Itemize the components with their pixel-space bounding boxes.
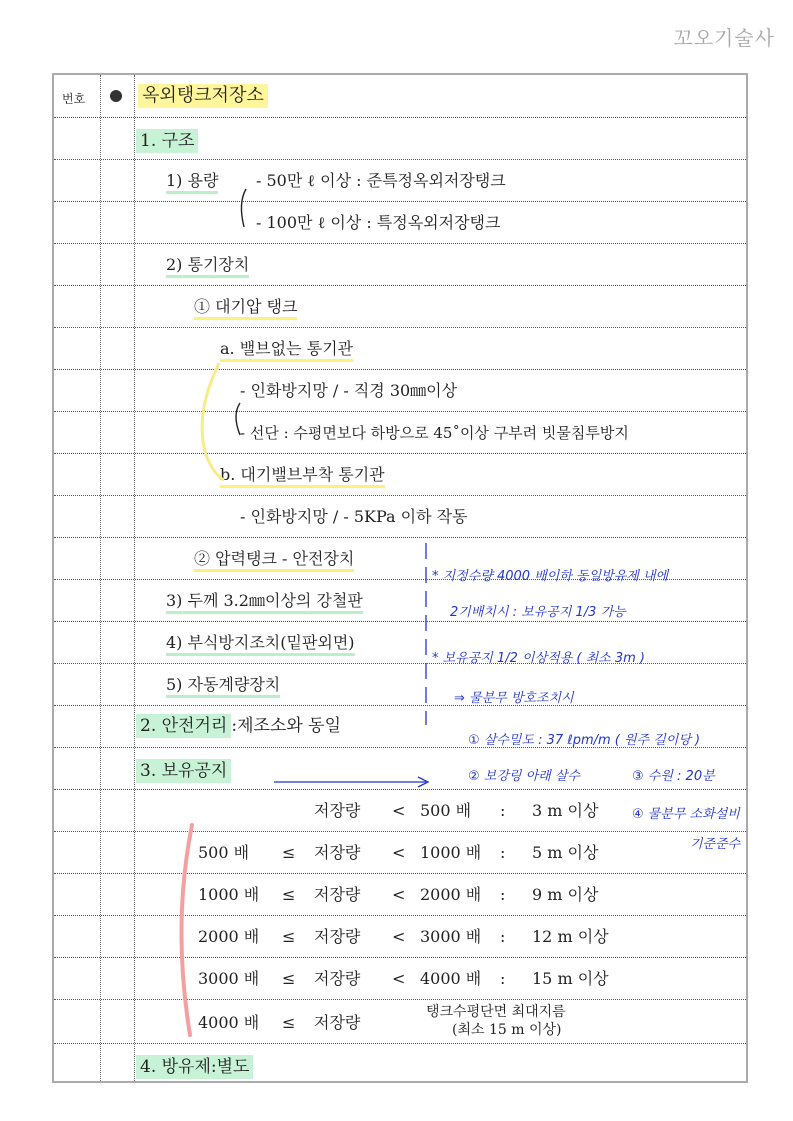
corrosion-label: 4) 부식방지조치(밑판외면)	[166, 633, 355, 656]
le-sign: ≤	[282, 1013, 296, 1032]
note-sheet	[52, 73, 748, 1083]
handwritten-note: * 지정수량 4000 배이하 동일방유제 내에	[432, 569, 669, 584]
pressure-tank-label: ② 압력탱크 - 안전장치	[194, 549, 354, 572]
section-2-title: 2. 안전거리 :제조소와 동일	[136, 716, 341, 736]
colon: :	[500, 801, 506, 820]
yellow-bracket	[202, 363, 224, 480]
storage-label: 저장량	[314, 801, 361, 820]
colon: :	[500, 885, 506, 904]
valve-vent-line-1: - 인화방지망 / - 5KPa 이하 작동	[240, 507, 468, 526]
upper-bound: 500 배	[420, 801, 472, 820]
distance-value: 12 m 이상	[532, 927, 609, 946]
lt-sign: <	[392, 843, 406, 862]
lt-sign: <	[392, 969, 406, 988]
auto-gauge-label: 5) 자동계량장치	[166, 675, 280, 698]
handwritten-note: * 보유공지 1/2 이상적용 ( 최소 3m )	[432, 651, 646, 666]
section-3-title: 3. 보유공지	[136, 759, 231, 783]
valveless-bracket	[236, 403, 240, 435]
distance-value: 9 m 이상	[532, 885, 599, 904]
upper-bound: 4000 배	[420, 969, 482, 988]
le-sign: ≤	[282, 927, 296, 946]
upper-bound: 1000 배	[420, 843, 482, 862]
section-4-title: 4. 방유제:별도	[136, 1055, 253, 1079]
steel-plate-label: 3) 두께 3.2㎜이상의 강철판	[166, 591, 363, 614]
handwritten-note: ⇒ 물분무 방호조치시	[454, 691, 574, 706]
lower-bound: 500 배	[198, 843, 250, 862]
vent-label: 2) 통기장치	[166, 255, 249, 278]
handwritten-note: ③ 수원 : 20분	[632, 769, 715, 784]
red-bracket	[181, 825, 192, 1035]
handwritten-note: ② 보강링 아래 살수	[468, 769, 580, 784]
storage-label: 저장량	[314, 885, 361, 904]
diameter-note-1: 탱크수평단면 최대지름	[426, 1004, 566, 1020]
lower-bound: 4000 배	[198, 1013, 260, 1032]
brand-logo-text: 꼬오기술사	[673, 26, 775, 50]
lower-bound: 3000 배	[198, 969, 260, 988]
handwritten-note: 기준준수	[690, 837, 741, 852]
le-sign: ≤	[282, 885, 296, 904]
storage-label: 저장량	[314, 927, 361, 946]
capacity-line-1: - 50만 ℓ 이상 : 준특정옥외저장탱크	[256, 171, 506, 190]
storage-label: 저장량	[314, 843, 361, 862]
section-1-title: 1. 구조	[136, 129, 198, 153]
handwritten-note: 2기배치시 : 보유공지 1/3 가능	[450, 605, 626, 620]
upper-bound: 2000 배	[420, 885, 482, 904]
le-sign: ≤	[282, 843, 296, 862]
lt-sign: <	[392, 927, 406, 946]
distance-value: 5 m 이상	[532, 843, 599, 862]
storage-label: 저장량	[314, 969, 361, 988]
lower-bound: 1000 배	[198, 885, 260, 904]
le-sign: ≤	[282, 969, 296, 988]
valveless-line-1: - 인화방지망 / - 직경 30㎜이상	[240, 381, 458, 400]
colon: :	[500, 969, 506, 988]
capacity-label: 1) 용량	[166, 171, 218, 194]
valveless-line-2: - 선단 : 수평면보다 하방으로 45˚이상 구부려 빗물침투방지	[240, 424, 629, 442]
handwritten-note: ④ 물분무 소화설비	[632, 807, 740, 822]
lower-bound: 2000 배	[198, 927, 260, 946]
distance-value: 3 m 이상	[532, 801, 599, 820]
capacity-line-2: - 100만 ℓ 이상 : 특정옥외저장탱크	[256, 213, 501, 232]
atmospheric-tank-label: ① 대기압 탱크	[194, 297, 297, 320]
valve-vent-label: b. 대기밸브부착 통기관	[220, 465, 385, 488]
page-title: 옥외탱크저장소	[138, 84, 268, 108]
capacity-bracket	[241, 189, 246, 227]
colon: :	[500, 843, 506, 862]
valveless-vent-label: a. 밸브없는 통기관	[220, 339, 353, 362]
distance-value: 15 m 이상	[532, 969, 609, 988]
storage-label: 저장량	[314, 1013, 361, 1032]
colon: :	[500, 927, 506, 946]
handwritten-note: ① 살수밀도 : 37 ℓpm/m ( 원주 길이당 )	[468, 733, 701, 748]
diameter-note-2: (최소 15 m 이상)	[452, 1022, 562, 1038]
lt-sign: <	[392, 885, 406, 904]
number-label: 번호	[62, 92, 86, 106]
lt-sign: <	[392, 801, 406, 820]
upper-bound: 3000 배	[420, 927, 482, 946]
